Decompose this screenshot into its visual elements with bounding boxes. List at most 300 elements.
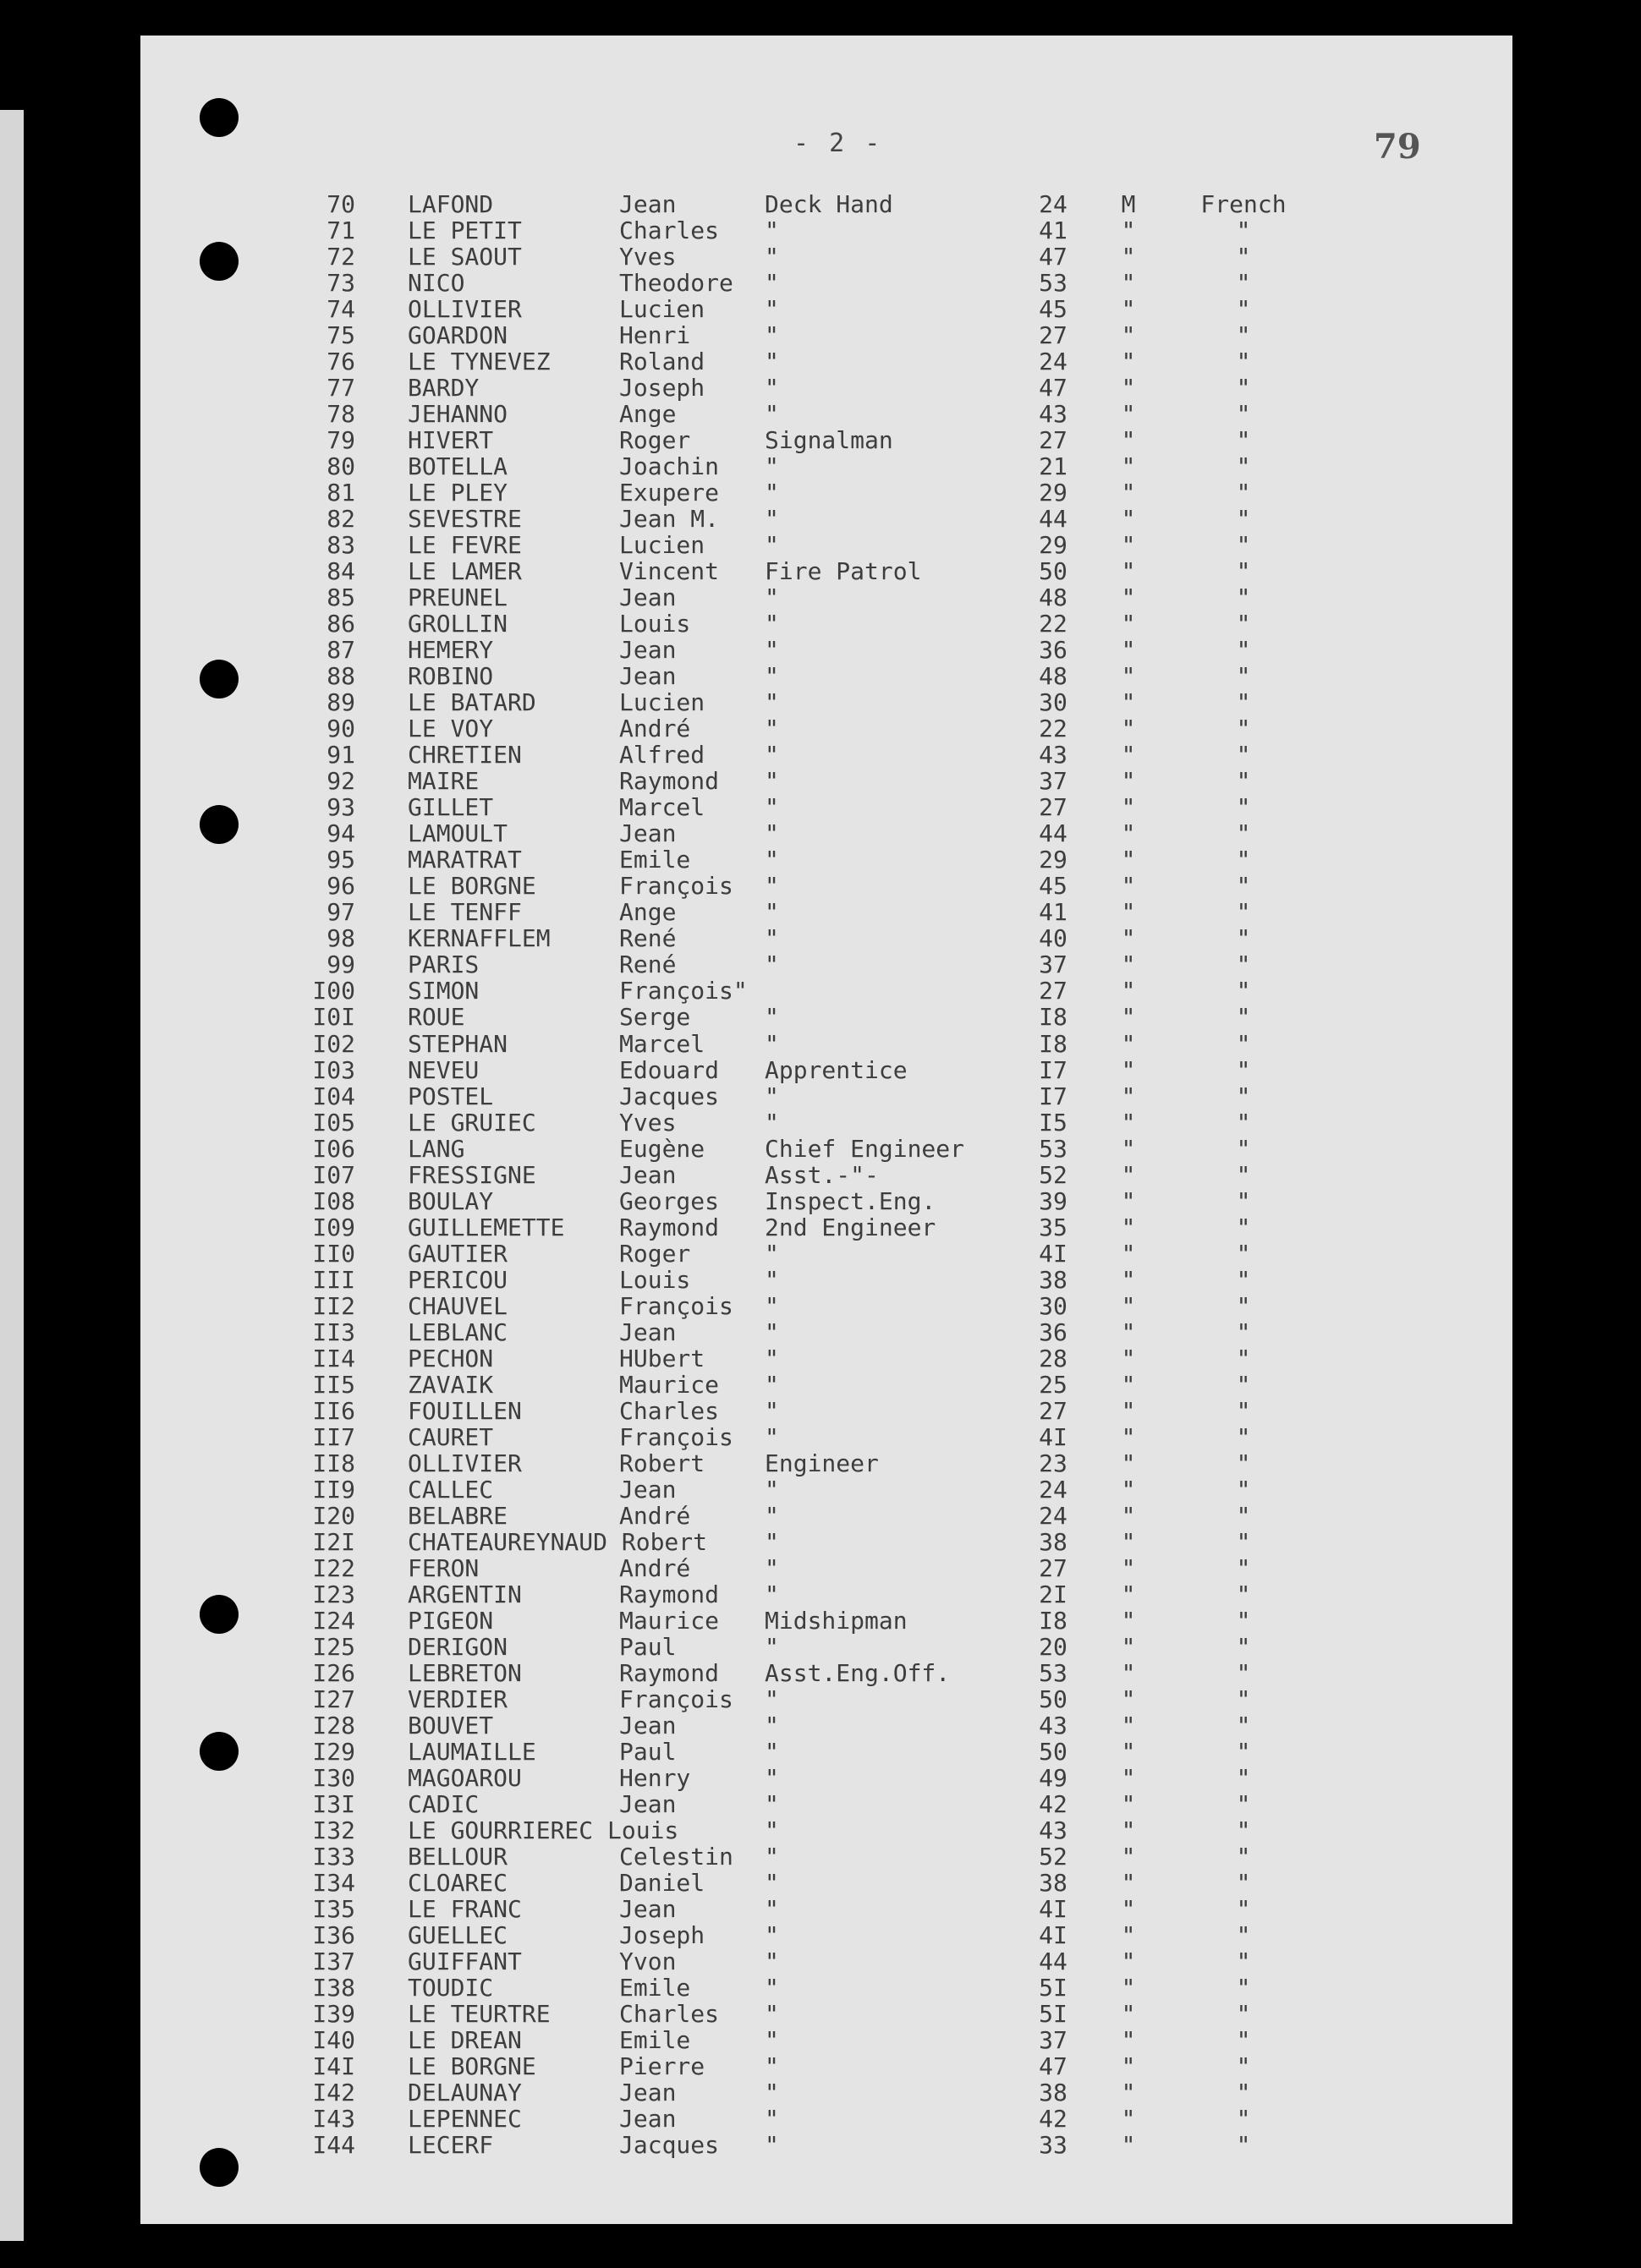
entry-number: II5 xyxy=(312,1370,355,1399)
nationality: " xyxy=(1236,1265,1251,1294)
entry-number: 94 xyxy=(327,819,355,848)
roster-row xyxy=(0,1555,1641,1581)
roster-row xyxy=(0,1214,1641,1241)
sex: " xyxy=(1121,1370,1136,1399)
entry-number: I26 xyxy=(312,1658,355,1687)
given-name: Maurice xyxy=(619,1606,720,1635)
rating: " xyxy=(765,452,779,481)
rating: " xyxy=(765,1318,779,1346)
sex: " xyxy=(1121,2026,1136,2055)
rating: " xyxy=(765,2000,779,2029)
surname: BARDY xyxy=(408,374,480,403)
given-name: Paul xyxy=(619,1632,677,1661)
entry-number: II3 xyxy=(312,1318,355,1346)
sex: " xyxy=(1121,1134,1136,1163)
entry-number: I37 xyxy=(312,1948,355,1976)
surname: KERNAFFLEM xyxy=(408,924,551,953)
sex: " xyxy=(1121,688,1136,717)
age: 24 xyxy=(1039,1501,1067,1530)
sex: " xyxy=(1121,1396,1136,1425)
age: 52 xyxy=(1039,1842,1067,1871)
roster-row xyxy=(0,2001,1641,2027)
sex: " xyxy=(1121,924,1136,953)
entry-number: I02 xyxy=(312,1029,355,1058)
entry-number: I42 xyxy=(312,2079,355,2107)
given-name: Roger xyxy=(619,426,691,455)
age: 44 xyxy=(1039,505,1067,534)
entry-number: I35 xyxy=(312,1895,355,1924)
rating: Signalman xyxy=(765,426,893,455)
surname: LAMOULT xyxy=(408,819,508,848)
entry-number: I25 xyxy=(312,1632,355,1661)
age: 43 xyxy=(1039,1816,1067,1844)
age: 47 xyxy=(1039,2052,1067,2081)
surname: SIMON xyxy=(408,977,480,1005)
sex: " xyxy=(1121,662,1136,691)
surname: ROBINO xyxy=(408,662,494,691)
surname: TOUDIC xyxy=(408,1974,494,2002)
surname: CLOAREC xyxy=(408,1869,508,1897)
surname: CHATEAUREYNAUD Robert xyxy=(408,1527,708,1556)
rating: " xyxy=(765,1869,779,1897)
age: 21 xyxy=(1039,452,1067,481)
age: 50 xyxy=(1039,1737,1067,1766)
roster-row xyxy=(0,1870,1641,1896)
sex: " xyxy=(1121,846,1136,874)
sex: " xyxy=(1121,1658,1136,1687)
sex: " xyxy=(1121,1186,1136,1215)
rating: Asst.-"- xyxy=(765,1160,879,1189)
nationality: " xyxy=(1236,1318,1251,1346)
rating: " xyxy=(765,1029,779,1058)
sex: " xyxy=(1121,505,1136,534)
age: 50 xyxy=(1039,557,1067,586)
age: 24 xyxy=(1039,348,1067,376)
sex: " xyxy=(1121,1895,1136,1924)
given-name: Theodore xyxy=(619,269,733,298)
surname: LE PLEY xyxy=(408,479,508,507)
sex: " xyxy=(1121,1265,1136,1294)
nationality: " xyxy=(1236,1869,1251,1897)
roster-row xyxy=(0,2053,1641,2079)
entry-number: II2 xyxy=(312,1291,355,1320)
roster-row xyxy=(0,479,1641,506)
entry-number: I05 xyxy=(312,1108,355,1137)
sex: " xyxy=(1121,636,1136,665)
surname: LE FRANC xyxy=(408,1895,522,1924)
surname: LE TENFF xyxy=(408,898,522,927)
given-name: Jean xyxy=(619,819,677,848)
given-name: Charles xyxy=(619,216,720,245)
given-name: François xyxy=(619,1422,733,1451)
rating: " xyxy=(765,636,779,665)
age: 38 xyxy=(1039,1869,1067,1897)
roster-row xyxy=(0,1843,1641,1870)
age: 37 xyxy=(1039,950,1067,979)
age: 44 xyxy=(1039,819,1067,848)
rating: " xyxy=(765,1108,779,1137)
age: 43 xyxy=(1039,400,1067,429)
roster-row xyxy=(0,584,1641,611)
nationality: " xyxy=(1236,793,1251,822)
nationality: " xyxy=(1236,846,1251,874)
given-name: Maurice xyxy=(619,1370,720,1399)
age: 27 xyxy=(1039,426,1067,455)
age: 42 xyxy=(1039,2105,1067,2134)
roster-row xyxy=(0,611,1641,637)
given-name: François xyxy=(619,1685,733,1713)
age: 4I xyxy=(1039,1239,1067,1268)
entry-number: I03 xyxy=(312,1055,355,1084)
age: 2I xyxy=(1039,1580,1067,1608)
rating: Fire Patrol xyxy=(765,557,922,586)
sex: " xyxy=(1121,321,1136,350)
age: 37 xyxy=(1039,2026,1067,2055)
sex: " xyxy=(1121,479,1136,507)
roster-row xyxy=(0,532,1641,558)
nationality: " xyxy=(1236,715,1251,743)
sex: " xyxy=(1121,2052,1136,2081)
given-name: Yves xyxy=(619,243,677,271)
nationality: " xyxy=(1236,1055,1251,1084)
given-name: Raymond xyxy=(619,1580,720,1608)
surname: LEPENNEC xyxy=(408,2105,522,2134)
given-name: Yvon xyxy=(619,1948,677,1976)
surname: MAIRE xyxy=(408,767,480,796)
given-name: Ange xyxy=(619,400,677,429)
nationality: " xyxy=(1236,295,1251,324)
rating: " xyxy=(765,819,779,848)
sex: " xyxy=(1121,1948,1136,1976)
entry-number: III xyxy=(312,1265,355,1294)
surname: POSTEL xyxy=(408,1082,494,1110)
age: 30 xyxy=(1039,1291,1067,1320)
sex: " xyxy=(1121,2079,1136,2107)
roster-row xyxy=(0,1162,1641,1188)
nationality: " xyxy=(1236,819,1251,848)
age: 37 xyxy=(1039,767,1067,796)
sex: " xyxy=(1121,1580,1136,1608)
roster-row xyxy=(0,217,1641,244)
surname: GUILLEMETTE xyxy=(408,1213,565,1241)
age: 20 xyxy=(1039,1632,1067,1661)
roster-row xyxy=(0,1660,1641,1686)
age: I8 xyxy=(1039,1029,1067,1058)
age: 27 xyxy=(1039,1553,1067,1582)
given-name: Jean xyxy=(619,1711,677,1739)
surname: BOULAY xyxy=(408,1186,494,1215)
rating: " xyxy=(765,400,779,429)
age: 22 xyxy=(1039,610,1067,638)
entry-number: I04 xyxy=(312,1082,355,1110)
age: 4I xyxy=(1039,1921,1067,1950)
rating: " xyxy=(765,767,779,796)
rating: " xyxy=(765,1921,779,1950)
entry-number: 99 xyxy=(327,950,355,979)
given-name: Jean xyxy=(619,2105,677,2134)
nationality: " xyxy=(1236,216,1251,245)
nationality: " xyxy=(1236,269,1251,298)
surname: LEBLANC xyxy=(408,1318,508,1346)
nationality: " xyxy=(1236,950,1251,979)
rating: " xyxy=(765,1003,779,1032)
rating: " xyxy=(765,1816,779,1844)
roster-row xyxy=(0,1450,1641,1476)
surname: LE BORGNE xyxy=(408,2052,536,2081)
entry-number: 75 xyxy=(327,321,355,350)
nationality: " xyxy=(1236,1658,1251,1687)
entry-number: 79 xyxy=(327,426,355,455)
given-name: Vincent xyxy=(619,557,720,586)
age: 24 xyxy=(1039,1475,1067,1504)
nationality: " xyxy=(1236,1160,1251,1189)
nationality: " xyxy=(1236,1763,1251,1792)
entry-number: I38 xyxy=(312,1974,355,2002)
nationality: " xyxy=(1236,1186,1251,1215)
entry-number: I07 xyxy=(312,1160,355,1189)
surname: CALLEC xyxy=(408,1475,494,1504)
roster-row xyxy=(0,1529,1641,1555)
age: 4I xyxy=(1039,1895,1067,1924)
sex: M xyxy=(1121,190,1136,218)
nationality: " xyxy=(1236,2131,1251,2160)
roster-row xyxy=(0,1188,1641,1214)
given-name: Jean xyxy=(619,1318,677,1346)
sex: " xyxy=(1121,1869,1136,1897)
entry-number: 98 xyxy=(327,924,355,953)
nationality: " xyxy=(1236,898,1251,927)
entry-number: II7 xyxy=(312,1422,355,1451)
nationality: " xyxy=(1236,1948,1251,1976)
roster-row xyxy=(0,1241,1641,1267)
entry-number: 93 xyxy=(327,793,355,822)
sex: " xyxy=(1121,715,1136,743)
rating: 2nd Engineer xyxy=(765,1213,936,1241)
roster-row xyxy=(0,1031,1641,1057)
given-name: Jean xyxy=(619,583,677,612)
rating: " xyxy=(765,216,779,245)
roster-row xyxy=(0,1136,1641,1162)
nationality: " xyxy=(1236,1082,1251,1110)
rating: " xyxy=(765,2105,779,2134)
surname: LE TEURTRE xyxy=(408,2000,551,2029)
roster-row xyxy=(0,1004,1641,1030)
surname: LE VOY xyxy=(408,715,494,743)
given-name: Raymond xyxy=(619,1658,720,1687)
rating: " xyxy=(765,583,779,612)
nationality: " xyxy=(1236,1553,1251,1582)
age: I7 xyxy=(1039,1082,1067,1110)
entry-number: I08 xyxy=(312,1186,355,1215)
entry-number: 91 xyxy=(327,741,355,770)
roster-row xyxy=(0,978,1641,1004)
given-name: Jacques xyxy=(619,2131,720,2160)
surname: JEHANNO xyxy=(408,400,508,429)
nationality: " xyxy=(1236,400,1251,429)
surname: NEVEU xyxy=(408,1055,480,1084)
age: 30 xyxy=(1039,688,1067,717)
rating: " xyxy=(765,1763,779,1792)
rating: Midshipman xyxy=(765,1606,908,1635)
roster-row xyxy=(0,1057,1641,1083)
given-name: Alfred xyxy=(619,741,705,770)
rating: " xyxy=(765,348,779,376)
roster-row xyxy=(0,453,1641,479)
given-name: Jean xyxy=(619,636,677,665)
rating: " xyxy=(765,1370,779,1399)
given-name: Lucien xyxy=(619,531,705,560)
surname: PERICOU xyxy=(408,1265,508,1294)
roster-row xyxy=(0,401,1641,427)
sex: " xyxy=(1121,819,1136,848)
given-name: Lucien xyxy=(619,688,705,717)
surname: LE BATARD xyxy=(408,688,536,717)
rating: " xyxy=(765,1422,779,1451)
roster-row xyxy=(0,1319,1641,1345)
nationality: " xyxy=(1236,1527,1251,1556)
entry-number: I33 xyxy=(312,1842,355,1871)
nationality: " xyxy=(1236,1239,1251,1268)
entry-number: 90 xyxy=(327,715,355,743)
nationality: " xyxy=(1236,505,1251,534)
age: 43 xyxy=(1039,741,1067,770)
roster-row xyxy=(0,296,1641,322)
entry-number: 78 xyxy=(327,400,355,429)
entry-number: 88 xyxy=(327,662,355,691)
given-name: Jacques xyxy=(619,1082,720,1110)
entry-number: I40 xyxy=(312,2026,355,2055)
age: 53 xyxy=(1039,269,1067,298)
sex: " xyxy=(1121,2105,1136,2134)
surname: FOUILLEN xyxy=(408,1396,522,1425)
given-name: Ange xyxy=(619,898,677,927)
roster-row xyxy=(0,1581,1641,1608)
sex: " xyxy=(1121,1632,1136,1661)
given-name: Jean xyxy=(619,662,677,691)
given-name: Louis xyxy=(619,1265,691,1294)
sex: " xyxy=(1121,243,1136,271)
age: 28 xyxy=(1039,1344,1067,1372)
rating: " xyxy=(765,2079,779,2107)
sex: " xyxy=(1121,950,1136,979)
rating: " xyxy=(765,950,779,979)
given-name: Edouard xyxy=(619,1055,720,1084)
rating: " xyxy=(765,741,779,770)
nationality: " xyxy=(1236,1974,1251,2002)
age: 35 xyxy=(1039,1213,1067,1241)
rating: Deck Hand xyxy=(765,190,893,218)
surname: LE PETIT xyxy=(408,216,522,245)
surname: OLLIVIER xyxy=(408,295,522,324)
surname: DELAUNAY xyxy=(408,2079,522,2107)
sex: " xyxy=(1121,531,1136,560)
roster-row xyxy=(0,375,1641,401)
surname: GUIFFANT xyxy=(408,1948,522,1976)
rating: " xyxy=(765,846,779,874)
surname: BELLOUR xyxy=(408,1842,508,1871)
roster-row xyxy=(0,715,1641,742)
roster-row xyxy=(0,768,1641,794)
given-name: Joseph xyxy=(619,374,705,403)
entry-number: II4 xyxy=(312,1344,355,1372)
entry-number: 85 xyxy=(327,583,355,612)
nationality: " xyxy=(1236,636,1251,665)
surname: PARIS xyxy=(408,950,480,979)
age: 41 xyxy=(1039,898,1067,927)
given-name: Georges xyxy=(619,1186,720,1215)
sex: " xyxy=(1121,1422,1136,1451)
entry-number: II9 xyxy=(312,1475,355,1504)
nationality: " xyxy=(1236,2105,1251,2134)
age: 33 xyxy=(1039,2131,1067,2160)
roster-row xyxy=(0,2106,1641,2132)
rating: " xyxy=(765,1580,779,1608)
sex: " xyxy=(1121,1344,1136,1372)
roster-row xyxy=(0,558,1641,584)
entry-number: 82 xyxy=(327,505,355,534)
rating: " xyxy=(765,1632,779,1661)
sex: " xyxy=(1121,1606,1136,1635)
sex: " xyxy=(1121,348,1136,376)
roster-row xyxy=(0,1634,1641,1660)
roster-row xyxy=(0,925,1641,951)
age: 47 xyxy=(1039,374,1067,403)
given-name: Jean xyxy=(619,1475,677,1504)
rating: " xyxy=(765,924,779,953)
surname: LAUMAILLE xyxy=(408,1737,536,1766)
age: 43 xyxy=(1039,1711,1067,1739)
nationality: " xyxy=(1236,1501,1251,1530)
roster-row xyxy=(0,244,1641,270)
surname: FERON xyxy=(408,1553,480,1582)
sex: " xyxy=(1121,741,1136,770)
age: 29 xyxy=(1039,479,1067,507)
surname: LAFOND xyxy=(408,190,494,218)
roster-row xyxy=(0,506,1641,532)
surname: LE LAMER xyxy=(408,557,522,586)
entry-number: I09 xyxy=(312,1213,355,1241)
age: 53 xyxy=(1039,1658,1067,1687)
sex: " xyxy=(1121,1055,1136,1084)
roster-row xyxy=(0,1712,1641,1739)
roster-row xyxy=(0,1267,1641,1293)
surname: GROLLIN xyxy=(408,610,508,638)
sex: " xyxy=(1121,1003,1136,1032)
given-name: Charles xyxy=(619,1396,720,1425)
surname: OLLIVIER xyxy=(408,1449,522,1477)
roster-row xyxy=(0,1765,1641,1791)
entry-number: 87 xyxy=(327,636,355,665)
entry-number: I44 xyxy=(312,2131,355,2160)
given-name: Jean M. xyxy=(619,505,720,534)
nationality: " xyxy=(1236,1108,1251,1137)
sex: " xyxy=(1121,977,1136,1005)
entry-number: 92 xyxy=(327,767,355,796)
nationality: " xyxy=(1236,479,1251,507)
nationality: " xyxy=(1236,1344,1251,1372)
nationality: " xyxy=(1236,1422,1251,1451)
surname: LANG xyxy=(408,1134,465,1163)
surname: HIVERT xyxy=(408,426,494,455)
roster-row xyxy=(0,1503,1641,1529)
surname: NICO xyxy=(408,269,465,298)
sex: " xyxy=(1121,1789,1136,1818)
nationality: " xyxy=(1236,243,1251,271)
age: 5I xyxy=(1039,1974,1067,2002)
given-name: HUbert xyxy=(619,1344,705,1372)
entry-number: 71 xyxy=(327,216,355,245)
rating: " xyxy=(765,2052,779,2081)
